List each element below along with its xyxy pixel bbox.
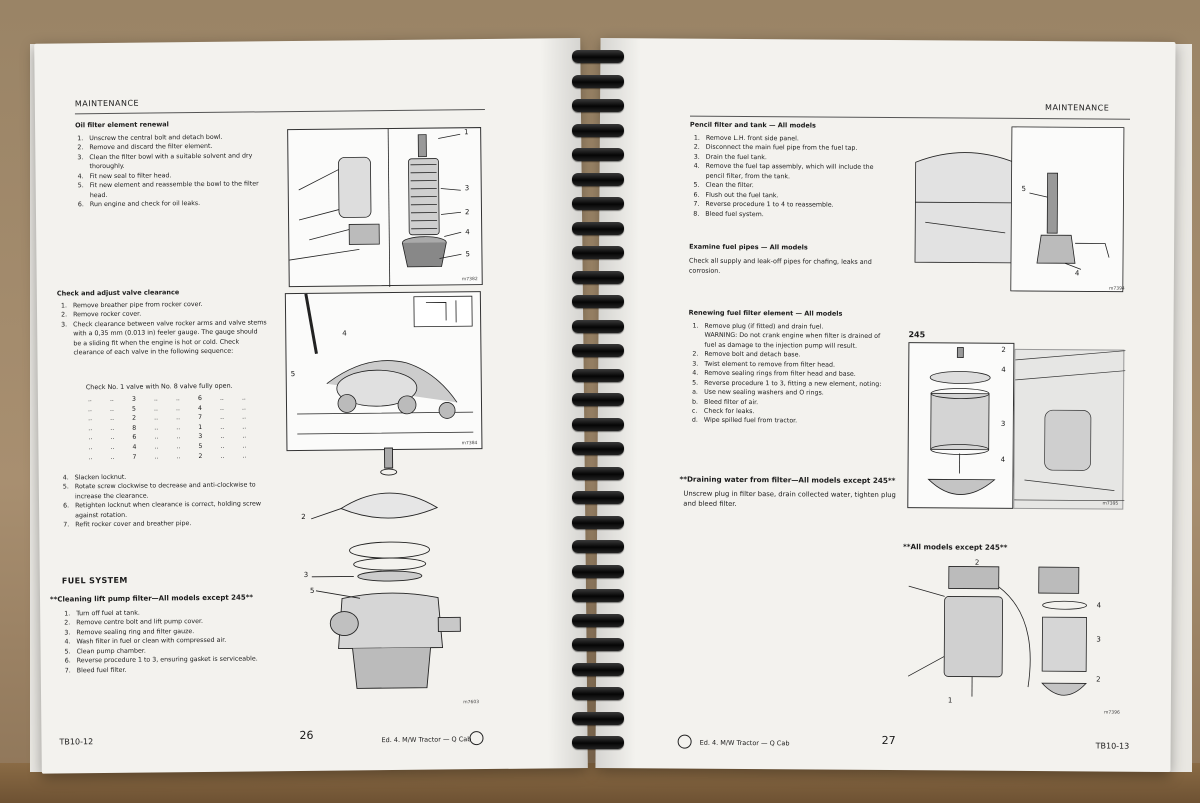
valve-sequence-intro: Check No. 1 valve with No. 8 valve fully open. (85, 381, 233, 392)
figure-code: m7603 (463, 700, 480, 706)
binding-ring (572, 467, 624, 480)
leader-dots: .. (242, 423, 247, 431)
step-text: Flush out the fuel tank. (705, 191, 779, 199)
leader-dots: .. (220, 452, 225, 460)
spiral-binding (568, 40, 628, 760)
step-number: 4. (64, 638, 71, 646)
right-page (595, 38, 1175, 772)
binding-ring (572, 663, 624, 676)
callout-2: 2 (464, 208, 470, 217)
step-number: 4. (693, 162, 700, 171)
left-page-code: TB10-12 (59, 737, 94, 747)
fuel-system-title: FUEL SYSTEM (61, 575, 128, 586)
leader-dots: .. (88, 444, 93, 452)
valve-number: 1 (198, 423, 203, 431)
binding-ring (572, 369, 624, 382)
right-header: MAINTENANCE (1045, 103, 1110, 113)
step-text: Unscrew the central bolt and detach bowl. (89, 133, 223, 143)
step-text: Fit new seal to filter head. (89, 172, 172, 180)
step-number: 2. (61, 311, 68, 319)
step-item (692, 331, 892, 351)
leader-dots: .. (109, 395, 114, 403)
step-text: Remove and discard the filter element. (89, 143, 213, 152)
publisher-logo (469, 731, 483, 745)
leader-dots: .. (154, 433, 159, 441)
step-text: Clean the filter. (705, 181, 754, 190)
callout-5: 5 (309, 586, 315, 595)
step-number: 1. (692, 322, 699, 330)
leader-dots: .. (110, 415, 115, 423)
binding-ring (572, 565, 624, 578)
binding-ring (572, 173, 624, 186)
leader-dots: .. (176, 443, 181, 451)
step-number: 1. (64, 610, 71, 618)
leader-dots: .. (110, 424, 115, 432)
step-text: Slacken locknut. (74, 473, 127, 482)
callout-3: 3 (464, 184, 470, 193)
binding-ring (572, 75, 624, 88)
binding-ring (572, 246, 624, 259)
step-number: 4. (62, 474, 69, 482)
step-number: 7. (63, 521, 70, 529)
leader-dots: .. (242, 442, 247, 450)
step-text: Wash filter in fuel or clean with compressed air. (76, 637, 227, 646)
leader-dots: .. (110, 405, 115, 413)
leader-dots: .. (219, 394, 224, 402)
left-page (34, 38, 588, 774)
step-number: 8. (693, 210, 700, 218)
step-item (78, 198, 278, 210)
binding-ring (572, 295, 624, 308)
fuel-pipes-text: Check all supply and leak-off pipes for chafing, leaks and corrosion. (688, 256, 872, 275)
leader-dots: .. (154, 414, 159, 422)
valve-sequence-row (88, 451, 264, 462)
step-text: Reverse procedure 1 to 4 to reassemble. (705, 200, 834, 209)
leader-dots: .. (176, 452, 181, 460)
valve-clearance-steps-after (63, 471, 274, 530)
pencil-filter-title: Pencil filter and tank — All models (689, 120, 816, 130)
binding-ring (572, 712, 624, 725)
leader-dots: .. (242, 432, 247, 441)
step-text: Check clearance between valve rocker arms and valve stems with a 0,35 mm (0.013 in) feeler gauge. The gauge should be a sliding fit when the engine is hot or cold. Check clearance of each valve in the following sequence: (73, 319, 267, 357)
leader-dots: .. (220, 433, 225, 441)
step-text: Twist element to remove from filter head. (704, 360, 835, 369)
step-text: Drain the fuel tank. (705, 153, 767, 162)
valve-sequence-table (88, 393, 265, 462)
step-number: 5. (693, 181, 700, 189)
callout-2: 2 (974, 558, 980, 567)
callout-3: 3 (1000, 419, 1006, 428)
leader-dots: .. (88, 415, 93, 423)
step-number: 6. (64, 657, 71, 665)
binding-ring (572, 393, 624, 406)
binding-ring (572, 197, 624, 210)
binding-ring (572, 614, 624, 627)
valve-number: 4 (197, 404, 203, 412)
binding-ring (572, 418, 624, 431)
right-page-number: 27 (881, 733, 896, 748)
leader-dots: .. (220, 442, 225, 450)
renew-filter-steps (692, 322, 893, 427)
figure-code: m7395 (1102, 501, 1119, 507)
oil-filter-steps (77, 132, 278, 210)
valve-number: 2 (132, 414, 137, 422)
leader-dots: .. (88, 453, 93, 461)
step-number: 3. (64, 629, 71, 637)
binding-ring (572, 344, 624, 357)
step-text: Wipe spilled fuel from tractor. (703, 417, 798, 425)
step-number: 5. (62, 483, 69, 491)
step-text: Clean pump chamber. (76, 647, 146, 656)
binding-ring (572, 687, 624, 700)
leader-dots: .. (87, 396, 92, 404)
step-item (61, 318, 267, 358)
step-number: d. (691, 417, 698, 425)
leader-dots: .. (219, 404, 225, 412)
step-text: Clean the filter bowl with a suitable solvent and dry thoroughly. (89, 152, 253, 171)
callout-3: 3 (1096, 635, 1101, 644)
callout-4: 4 (342, 329, 347, 338)
figure-code: m7396 (1103, 710, 1120, 716)
lift-pump-steps (64, 607, 279, 675)
leader-dots: .. (176, 433, 181, 441)
publisher-logo (678, 735, 692, 749)
leader-dots: .. (110, 443, 115, 452)
leader-dots: .. (241, 404, 247, 412)
callout-4: 4 (1074, 269, 1080, 278)
step-number: 7. (64, 667, 71, 675)
step-item (63, 518, 273, 530)
step-number: 5. (692, 379, 699, 387)
binding-ring (572, 124, 624, 137)
valve-number: 2 (198, 452, 203, 460)
binding-ring (572, 442, 624, 455)
step-number: 6. (63, 502, 70, 510)
except245-figure (908, 556, 1125, 718)
step-text: Disconnect the main fuel pipe from the fuel tap. (705, 144, 858, 153)
step-number: 2. (693, 144, 700, 152)
binding-ring (572, 589, 624, 602)
step-number: 2. (77, 144, 84, 152)
leader-dots: .. (88, 405, 93, 413)
valve-number: 6 (132, 434, 137, 442)
leader-dots: .. (88, 434, 93, 442)
valve-number: 7 (132, 453, 137, 461)
drain-water-text: Unscrew plug in filter base, drain collected water, tighten plug and bleed filter. (683, 489, 896, 509)
callout-1: 1 (947, 696, 953, 705)
binding-ring (572, 320, 624, 333)
oil-filter-title: Oil filter element renewal (75, 120, 169, 130)
binding-ring (572, 491, 624, 504)
binding-ring (572, 271, 624, 284)
figure-code: m7384 (461, 441, 478, 447)
binding-ring (572, 222, 624, 235)
lift-pump-figure (300, 447, 483, 709)
valve-number: 8 (132, 424, 137, 432)
figure-code: m7394 (1108, 286, 1125, 292)
leader-dots: .. (242, 413, 247, 421)
leader-dots: .. (175, 395, 180, 403)
binding-ring (572, 736, 624, 749)
step-text: Reverse procedure 1 to 3, fitting a new element, noting: (704, 379, 882, 388)
step-text: Remove breather pipe from rocker cover. (72, 300, 203, 310)
step-item (693, 209, 893, 220)
step-text: WARNING: Do not crank engine when filter is drained of fuel as damage to the injection pump will result. (704, 332, 881, 350)
step-text: Bleed filter of air. (703, 398, 759, 406)
step-text: Bleed fuel system. (705, 210, 764, 218)
step-number: 7. (693, 200, 700, 208)
leader-dots: .. (154, 453, 159, 461)
step-item (694, 162, 894, 182)
callout-2b: 2 (1096, 675, 1101, 684)
header-rule (75, 109, 485, 114)
except245-title: **All models except 245** (902, 542, 1008, 552)
callout-5: 5 (465, 250, 470, 259)
leader-dots: .. (153, 405, 159, 413)
step-number: 2. (692, 350, 699, 359)
valve-number: 5 (198, 443, 203, 451)
pencil-filter-figure (905, 122, 1130, 294)
renew-filter-title: Renewing fuel filter element — All models (688, 308, 843, 318)
step-number: 6. (693, 191, 700, 199)
left-edition: Ed. 4. M/W Tractor — Q Cab (381, 735, 472, 745)
step-text: Remove L.H. front side panel. (705, 134, 799, 143)
step-number: c. (691, 407, 698, 415)
step-text: Use new sealing washers and O rings. (704, 388, 824, 397)
step-number: 3. (692, 360, 699, 368)
leader-dots: .. (110, 434, 115, 442)
step-item (63, 481, 273, 502)
binding-ring (572, 148, 624, 161)
step-text: Turn off fuel at tank. (76, 609, 140, 618)
filter-photo (1013, 349, 1124, 510)
leader-dots: .. (175, 404, 181, 412)
binding-ring (572, 50, 624, 63)
callout-1: 1 (464, 128, 469, 137)
step-text: Remove centre bolt and lift pump cover. (76, 618, 204, 627)
valve-number: 3 (131, 395, 136, 403)
step-text: Remove sealing ring and filter gauze. (76, 627, 195, 637)
callout-3: 3 (303, 570, 309, 579)
step-number: 3. (693, 153, 700, 161)
figure-code: m7382 (461, 277, 478, 283)
step-text: Remove the fuel tap assembly, which will include the pencil filter, from the tank. (705, 163, 874, 181)
step-number: 1. (77, 135, 84, 143)
valve-number: 7 (198, 414, 203, 422)
step-number: b. (691, 398, 699, 406)
step-item (77, 151, 277, 172)
step-number: 1. (60, 302, 68, 310)
step-number: 6. (77, 201, 84, 209)
fuel-pipes-title: Examine fuel pipes — All models (689, 242, 808, 252)
binding-ring (572, 540, 624, 553)
valve-clearance-title: Check and adjust valve clearance (56, 288, 180, 298)
callout-2: 2 (301, 512, 306, 521)
step-number: 5. (64, 648, 71, 656)
callout-2: 2 (1001, 345, 1006, 354)
step-number: 1. (693, 134, 700, 142)
callout-4: 4 (1096, 601, 1102, 610)
leader-dots: .. (110, 453, 115, 461)
step-item (63, 500, 273, 521)
valve-clearance-steps (61, 299, 268, 358)
leader-dots: .. (176, 424, 181, 432)
step-text: Run engine and check for oil leaks. (89, 200, 201, 209)
binding-ring (572, 99, 624, 112)
step-number: 3. (77, 154, 84, 162)
step-number: 3. (61, 321, 68, 329)
leader-dots: .. (241, 394, 246, 402)
step-text: Refit rocker cover and breather pipe. (75, 520, 192, 529)
leader-dots: .. (154, 424, 159, 432)
leader-dots: .. (176, 414, 181, 422)
callout-4b: 4 (1000, 455, 1006, 464)
step-number: 4. (77, 172, 84, 181)
step-text: Rotate screw clockwise to decrease and anti-clockwise to increase the clearance. (74, 481, 256, 501)
header-rule (690, 116, 1130, 120)
left-header: MAINTENANCE (74, 98, 140, 109)
step-number: a. (692, 388, 698, 396)
step-text: Reverse procedure 1 to 3, ensuring gasket is serviceable. (76, 655, 258, 665)
leader-dots: .. (220, 423, 225, 431)
callout-4: 4 (465, 228, 470, 237)
step-number: 2. (64, 619, 71, 627)
step-number: 4. (692, 369, 699, 377)
valve-number: 6 (197, 395, 202, 403)
step-item (692, 416, 892, 427)
step-text: Remove plug (if fitted) and drain fuel. (704, 322, 824, 331)
step-number (692, 331, 704, 350)
step-text: Remove sealing rings from filter head and base. (704, 369, 856, 378)
step-text: Bleed fuel filter. (76, 666, 127, 674)
step-text: Retighten locknut when clearance is correct, holding screw against rotation. (75, 500, 262, 520)
pencil-filter-steps (693, 134, 894, 220)
right-edition: Ed. 4. M/W Tractor — Q Cab (699, 738, 790, 748)
right-page-code: TB10-13 (1095, 741, 1130, 751)
leader-dots: .. (154, 443, 159, 451)
binding-ring (572, 516, 624, 529)
leader-dots: .. (88, 424, 93, 433)
step-text: Remove rocker cover. (73, 311, 142, 319)
leader-dots: .. (242, 452, 247, 460)
callout-5: 5 (290, 370, 296, 379)
callout-5: 5 (1021, 184, 1027, 193)
step-text: Remove bolt and detach base. (704, 351, 801, 359)
drain-water-title: **Draining water from filter—All models except 245** (679, 474, 896, 486)
left-page-number: 26 (299, 728, 314, 742)
valve-number: 4 (132, 443, 137, 451)
valve-figure (285, 291, 483, 451)
oil-filter-figure (287, 127, 483, 287)
valve-number: 5 (131, 405, 137, 413)
figure-245-label: 245 (908, 330, 926, 340)
lift-pump-subtitle: **Cleaning lift pump filter—All models except 245** (49, 593, 254, 604)
callout-4: 4 (1001, 365, 1006, 374)
step-number: 5. (77, 182, 84, 190)
leader-dots: .. (220, 413, 225, 422)
step-text: Check for leaks. (703, 407, 755, 416)
valve-number: 3 (198, 433, 203, 441)
step-text: Fit new element and reassemble the bowl to the filter head. (89, 180, 259, 199)
step-item (78, 179, 278, 200)
binding-ring (572, 638, 624, 651)
fuel-filter-245-figure (907, 342, 1014, 509)
leader-dots: .. (153, 395, 158, 403)
step-item (65, 664, 279, 676)
